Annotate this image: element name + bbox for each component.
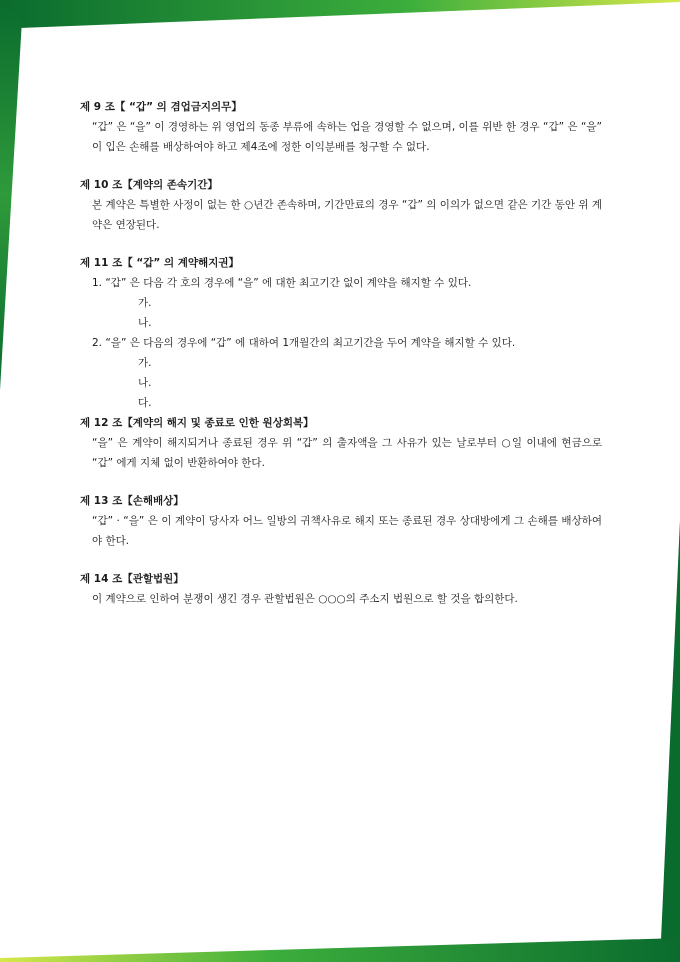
article-13 <box>80 491 602 551</box>
article-12 <box>80 413 602 473</box>
article-11 <box>80 253 602 413</box>
article-14-heading: 제 14 조【관할법원】 <box>80 573 184 585</box>
article-11-item-2-sub-na: 나. <box>138 377 152 389</box>
bottom-border <box>0 938 680 962</box>
article-10 <box>80 175 602 235</box>
article-9-heading: 제 9 조【 “갑” 의 겸업금지의무】 <box>80 101 242 113</box>
article-11-item-2-sub-ga: 가. <box>138 357 152 369</box>
article-11-heading: 제 11 조【 “갑” 의 계약해지권】 <box>80 257 239 269</box>
article-9 <box>80 97 602 157</box>
right-border <box>660 520 680 962</box>
left-border <box>0 0 22 390</box>
article-11-item-2: 2. “을” 은 다음의 경우에 “갑” 에 대하여 1개월간의 최고기간을 두어 계약을 해지할 수 있다. <box>92 337 516 349</box>
article-14 <box>80 569 602 609</box>
document-body <box>80 97 602 609</box>
article-13-heading: 제 13 조【손해배상】 <box>80 495 184 507</box>
article-11-item-1-sub-na: 나. <box>138 317 152 329</box>
article-12-heading: 제 12 조【계약의 해지 및 종료로 인한 원상회복】 <box>80 417 314 429</box>
article-13-text: “갑” · “을” 은 이 계약이 당사자 어느 일방의 귀책사유로 해지 또는 종료된 경우 상대방에게 그 손해를 배상하여야 한다. <box>92 515 602 547</box>
article-11-item-1: 1. “갑” 은 다음 각 호의 경우에 “을” 에 대한 최고기간 없이 계약을 해지할 수 있다. <box>92 277 472 289</box>
article-10-heading: 제 10 조【계약의 존속기간】 <box>80 179 218 191</box>
article-11-item-2-sub-da: 다. <box>138 397 152 409</box>
article-9-text: “갑” 은 “을” 이 경영하는 위 영업의 동종 부류에 속하는 업을 경영할 수 없으며, 이를 위반 한 경우 “갑” 은 “을” 이 입은 손해를 배상하여야 하고 제4조에 정한 이익분배를 청구할 수 없다. <box>92 121 602 153</box>
article-14-text: 이 계약으로 인하여 분쟁이 생긴 경우 관할법원은 ○○○의 주소지 법원으로 할 것을 합의한다. <box>92 593 518 605</box>
article-12-text: “을” 은 계약이 해지되거나 종료된 경우 위 “갑” 의 출자액을 그 사유가 있는 날로부터 ○일 이내에 현금으로 “갑” 에게 지체 없이 반환하여야 한다. <box>92 437 602 469</box>
article-11-item-1-sub-ga: 가. <box>138 297 152 309</box>
top-border <box>0 0 680 28</box>
article-10-text: 본 계약은 특별한 사정이 없는 한 ○년간 존속하며, 기간만료의 경우 “갑” 의 이의가 없으면 같은 기간 동안 위 계약은 연장된다. <box>92 199 602 231</box>
